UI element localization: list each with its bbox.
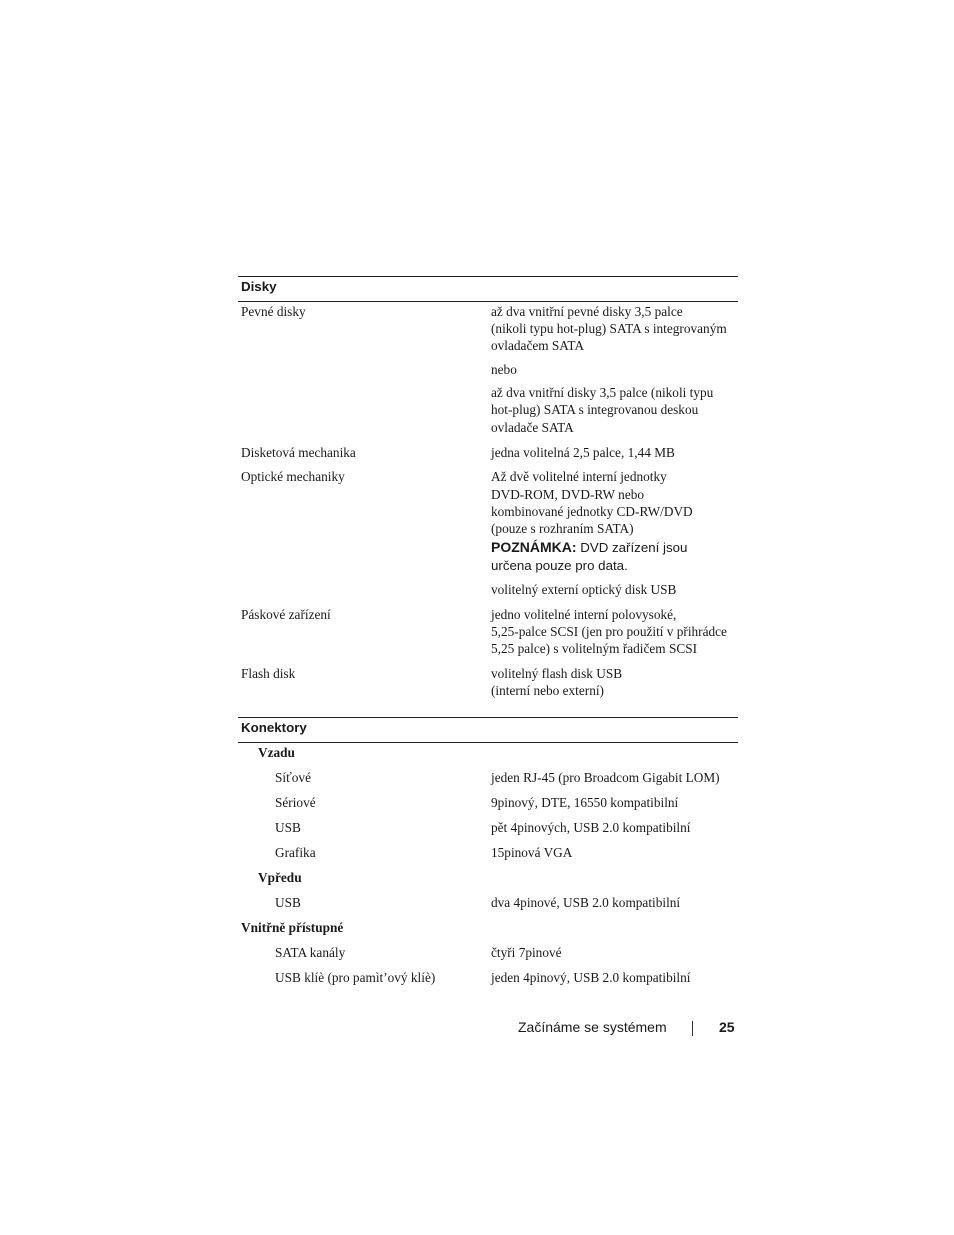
usb-rear-value: pět 4pinových, USB 2.0 kompatibilní	[491, 820, 691, 835]
usb-key-value: jeden 4pinový, USB 2.0 kompatibilní	[491, 970, 691, 985]
konektory-top-rule	[238, 717, 738, 718]
opticke-mechaniky-note-line-1	[491, 539, 741, 556]
seriove-value: 9pinový, DTE, 16550 kompatibilní	[491, 795, 679, 810]
opticke-mechaniky-extra: volitelný externí optický disk USB	[491, 582, 677, 597]
disketova-mechanika-value: jedna volitelná 2,5 palce, 1,44 MB	[491, 445, 675, 460]
seriove-label: Sériové	[275, 795, 316, 810]
flash-disk-label: Flash disk	[241, 666, 296, 681]
paskove-zarizeni-value-1: jedno volitelné interní polovysoké,	[491, 607, 677, 622]
pevne-disky-value-5: hot-plug) SATA s integrovanou deskou	[491, 402, 699, 417]
flash-disk-value-2: (interní nebo externí)	[491, 683, 604, 698]
opticke-mechaniky-note-line-2: určena pouze pro data.	[491, 558, 628, 573]
footer-section-title: Začínáme se systémem	[518, 1019, 667, 1035]
disketova-mechanika-label: Disketová mechanika	[241, 445, 356, 460]
disky-header-rule	[238, 301, 738, 302]
pevne-disky-value-1: až dva vnitřní pevné disky 3,5 palce	[491, 304, 683, 319]
vpredu-heading: Vpředu	[258, 870, 302, 885]
sitove-label: Síťové	[275, 770, 311, 785]
page-number: 25	[719, 1019, 735, 1035]
pevne-disky-value-3: ovladačem SATA	[491, 338, 585, 353]
opticke-mechaniky-label: Optické mechaniky	[241, 469, 345, 484]
pevne-disky-value-2: (nikoli typu hot-plug) SATA s integrovaným	[491, 321, 727, 336]
pevne-disky-value-6: ovladače SATA	[491, 420, 574, 435]
vzadu-heading: Vzadu	[258, 745, 295, 760]
opticke-mechaniky-value-3: kombinované jednotky CD-RW/DVD	[491, 504, 693, 519]
disky-section-title: Disky	[241, 279, 277, 294]
opticke-mechaniky-value-4: (pouze s rozhraním SATA)	[491, 521, 634, 536]
paskove-zarizeni-value-3: 5,25 palce) s volitelným řadičem SCSI	[491, 641, 698, 656]
sitove-value: jeden RJ-45 (pro Broadcom Gigabit LOM)	[491, 770, 720, 785]
paskove-zarizeni-value-2: 5,25-palce SCSI (jen pro použití v přihrádce	[491, 624, 727, 639]
vnitrne-pristupne-heading: Vnitřně přístupné	[241, 920, 344, 935]
sata-kanaly-value: čtyři 7pinové	[491, 945, 562, 960]
usb-key-label: USB klíè (pro pamìt’ový klíè)	[275, 970, 436, 985]
pevne-disky-nebo: nebo	[491, 362, 517, 377]
pevne-disky-label: Pevné disky	[241, 304, 306, 319]
paskove-zarizeni-label: Páskové zařízení	[241, 607, 331, 622]
grafika-value: 15pinová VGA	[491, 845, 573, 860]
sata-kanaly-label: SATA kanály	[275, 945, 346, 960]
usb-front-label: USB	[275, 895, 301, 910]
pevne-disky-value-4: až dva vnitřní disky 3,5 palce (nikoli typu	[491, 385, 714, 400]
konektory-section-title: Konektory	[241, 720, 307, 735]
usb-front-value: dva 4pinové, USB 2.0 kompatibilní	[491, 895, 681, 910]
grafika-label: Grafika	[275, 845, 316, 860]
opticke-mechaniky-value-2: DVD-ROM, DVD-RW nebo	[491, 487, 645, 502]
flash-disk-value-1: volitelný flash disk USB	[491, 666, 623, 681]
disky-top-rule	[238, 276, 738, 277]
note-text-1: DVD zařízení jsou	[576, 540, 688, 555]
opticke-mechaniky-value-1: Až dvě volitelné interní jednotky	[491, 469, 667, 484]
footer-separator	[692, 1021, 693, 1036]
note-label: POZNÁMKA:	[491, 539, 577, 555]
konektory-header-rule	[238, 742, 738, 743]
usb-rear-label: USB	[275, 820, 301, 835]
